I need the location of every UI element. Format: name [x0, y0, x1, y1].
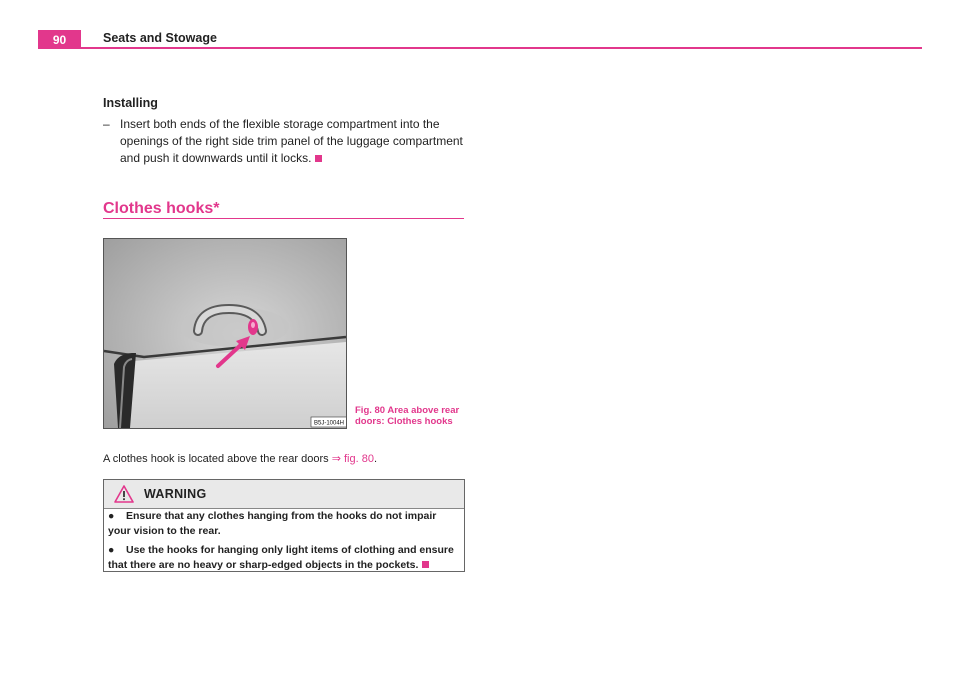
body-paragraph: A clothes hook is located above the rear doors ⇒ fig. 80.	[103, 453, 378, 465]
figure-clothes-hook	[103, 238, 347, 429]
warning-title: WARNING	[144, 487, 207, 501]
bullet-icon: ●	[108, 544, 115, 556]
section-rule	[103, 218, 464, 219]
installing-heading: Installing	[103, 96, 158, 110]
installing-step	[103, 116, 468, 167]
section-title: Clothes hooks*	[103, 200, 220, 217]
bullet-icon: ●	[108, 510, 115, 522]
step-text: Insert both ends of the flexible storage compartment into the openings of the right side trim panel of the luggage compartment and push it downwards until it locks.	[120, 117, 463, 165]
page-header-title: Seats and Stowage	[103, 31, 217, 45]
warning-item: ● Use the hooks for hanging only light items of clothing and ensure that there are no heavy or sharp-edged objects in the pockets.	[108, 544, 454, 571]
warning-box	[103, 479, 465, 572]
figure-caption: Fig. 80 Area above rear doors: Clothes hooks	[355, 405, 460, 427]
warning-item: ● Ensure that any clothes hanging from the hooks do not impair your vision to the rear.	[108, 510, 437, 537]
figure-code: B5J-1004H	[313, 420, 345, 427]
header-rule	[38, 47, 922, 49]
end-of-section-icon	[315, 155, 322, 162]
page-number: 90	[38, 30, 81, 49]
end-of-section-icon	[422, 561, 429, 568]
step-dash: –	[103, 117, 110, 131]
warning-header	[104, 480, 464, 509]
figure-reference-link[interactable]: ⇒ fig. 80	[331, 453, 374, 465]
warning-triangle-icon	[114, 485, 134, 503]
clothes-hook-illustration	[104, 239, 346, 428]
